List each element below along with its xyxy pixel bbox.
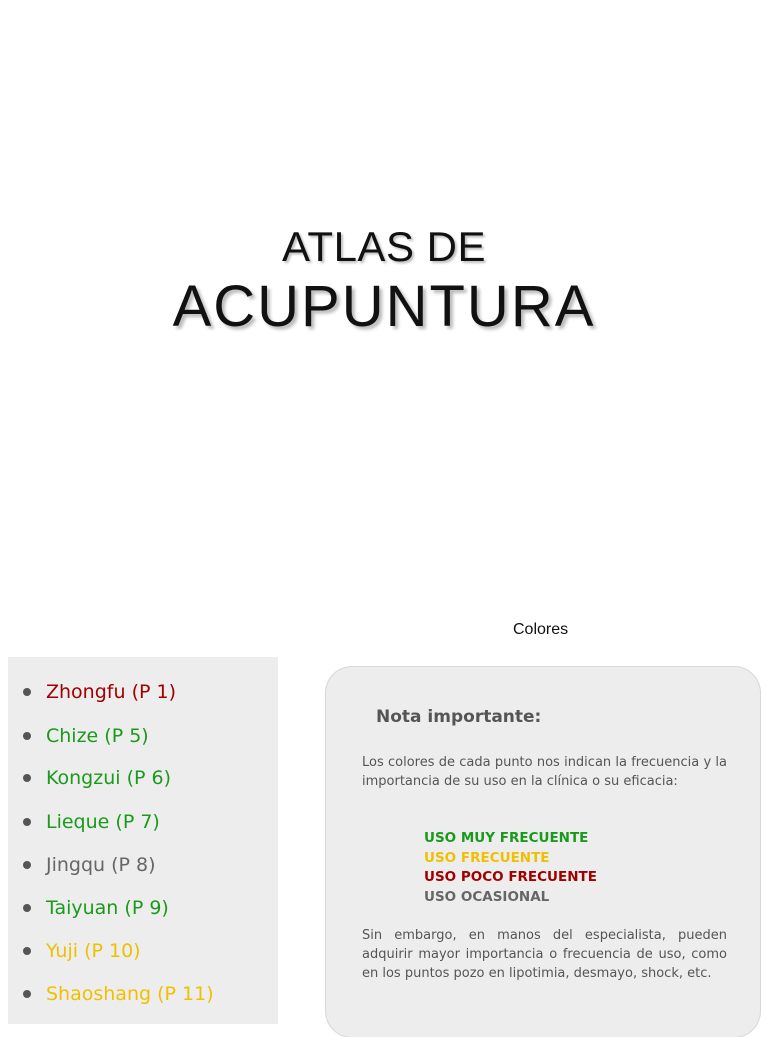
title-line-2: ACUPUNTURA [172, 274, 596, 339]
point-item [8, 721, 149, 751]
bullet-icon [23, 688, 31, 696]
point-label: Yuji (P 10) [46, 940, 141, 962]
note-intro: Los colores de cada punto nos indican la frecuencia y la importancia de su uso en la clínica o su eficacia: [362, 755, 727, 789]
legend-muy-frecuente: USO MUY FRECUENTE [424, 830, 589, 846]
point-item [8, 850, 156, 880]
points-panel [8, 657, 278, 1024]
point-label: Taiyuan (P 9) [46, 897, 169, 919]
point-item [8, 979, 214, 1009]
point-label: Shaoshang (P 11) [46, 983, 214, 1005]
point-item [8, 807, 160, 837]
point-label: Jingqu (P 8) [46, 854, 156, 876]
bullet-icon [23, 861, 31, 869]
bullet-icon [23, 818, 31, 826]
point-item [8, 677, 176, 707]
note-closing: Sin embargo, en manos del especialista, pueden adquirir mayor importancia o frecuencia de uso, como en los puntos pozo en lipotimia, desmayo, shock, etc. [362, 928, 727, 981]
bullet-icon [23, 947, 31, 955]
legend-frecuente: USO FRECUENTE [424, 849, 550, 866]
bullet-icon [23, 732, 31, 740]
bullet-icon [23, 990, 31, 998]
title-block [0, 222, 768, 342]
point-item [8, 893, 169, 923]
point-item [8, 936, 141, 966]
bullet-icon [23, 904, 31, 912]
color-legend [424, 829, 597, 907]
note-title: Nota importante: [376, 707, 542, 727]
point-label: Lieque (P 7) [46, 811, 160, 833]
colores-label: Colores [513, 621, 569, 638]
legend-ocasional: USO OCASIONAL [424, 888, 550, 905]
legend-poco-frecuente: USO POCO FRECUENTE [424, 869, 597, 885]
title-line-1: ATLAS DE [282, 223, 486, 270]
note-panel [326, 667, 760, 1037]
point-label: Zhongfu (P 1) [46, 681, 176, 703]
bullet-icon [23, 774, 31, 782]
point-label: Kongzui (P 6) [46, 767, 172, 789]
point-label: Chize (P 5) [46, 725, 149, 747]
point-item [8, 763, 171, 793]
